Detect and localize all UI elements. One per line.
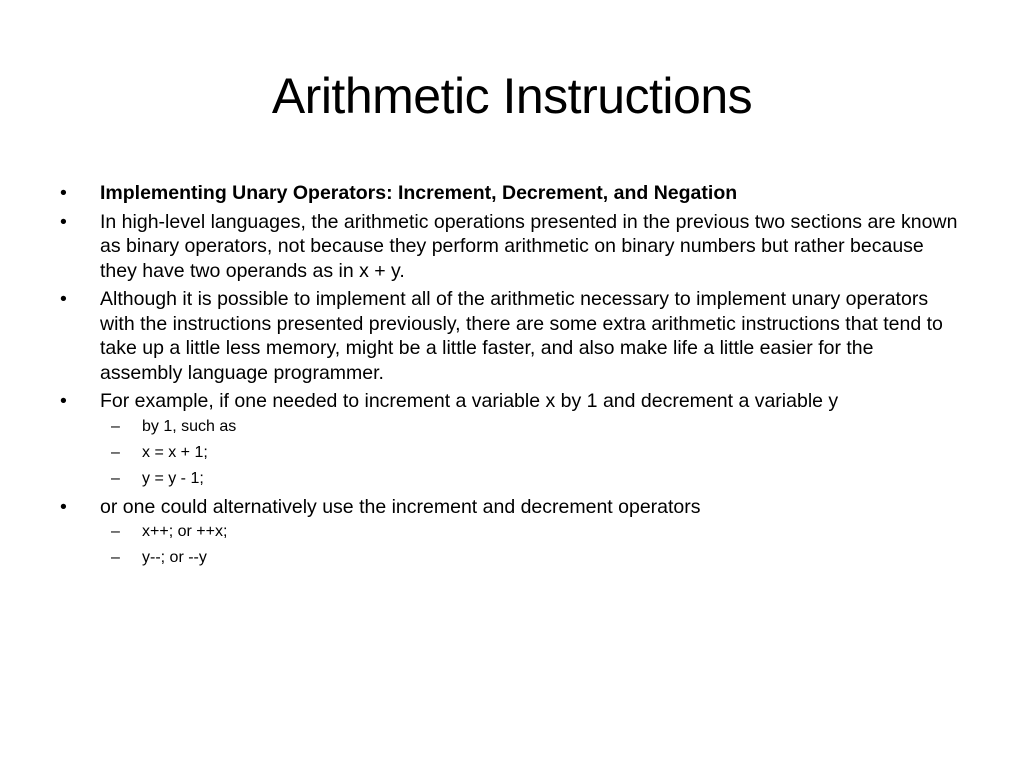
bullet-item (58, 210, 958, 284)
sub-bullet-text: x++; or ++x; (142, 523, 228, 540)
sub-bullet-item (97, 443, 958, 463)
bullet-marker: • (60, 495, 67, 518)
sub-bullet-text: by 1, such as (142, 417, 237, 435)
sub-bullet-marker: – (111, 469, 120, 487)
sub-bullet-list (100, 417, 958, 489)
bullet-item (58, 495, 958, 569)
bullet-item (58, 287, 958, 385)
sub-bullet-marker: – (111, 417, 120, 435)
bullet-marker: • (60, 390, 67, 412)
sub-bullet-item (97, 522, 958, 542)
bullet-text: In high-level languages, the arithmetic operations presented in the previous two sections are known as binary operators, not because they perform arithmetic on binary numbers but rather because they have two operands as in x + y. (100, 210, 958, 282)
bullet-item (58, 181, 958, 206)
sub-bullet-marker: – (111, 549, 120, 566)
sub-bullet-item (97, 548, 958, 568)
bullet-marker: • (60, 288, 67, 310)
bullet-text: or one could alternatively use the increment and decrement operators (100, 495, 701, 518)
bullet-text: Although it is possible to implement all of the arithmetic necessary to implement unary operators with the instructions presented previously, there are some extra arithmetic instructions that tend to take up a little less memory, might be a little faster, and also make life a little easier for the assembly language programmer. (100, 288, 943, 384)
bullet-item (58, 389, 958, 489)
sub-bullet-text: y = y - 1; (142, 469, 204, 487)
bullet-text: Implementing Unary Operators: Increment, Decrement, and Negation (100, 182, 738, 204)
sub-bullet-item (97, 417, 958, 437)
slide-title: Arithmetic Instructions (271, 68, 753, 124)
sub-bullet-item (97, 469, 958, 489)
sub-bullet-text: x = x + 1; (142, 443, 208, 461)
bullet-text: For example, if one needed to increment a variable x by 1 and decrement a variable y (100, 390, 839, 412)
sub-bullet-text: y--; or --y (142, 549, 207, 566)
bullet-list (58, 181, 958, 574)
sub-bullet-marker: – (111, 443, 120, 461)
sub-bullet-list (100, 522, 958, 568)
bullet-marker: • (60, 182, 67, 204)
bullet-marker: • (60, 210, 67, 233)
sub-bullet-marker: – (111, 523, 120, 540)
